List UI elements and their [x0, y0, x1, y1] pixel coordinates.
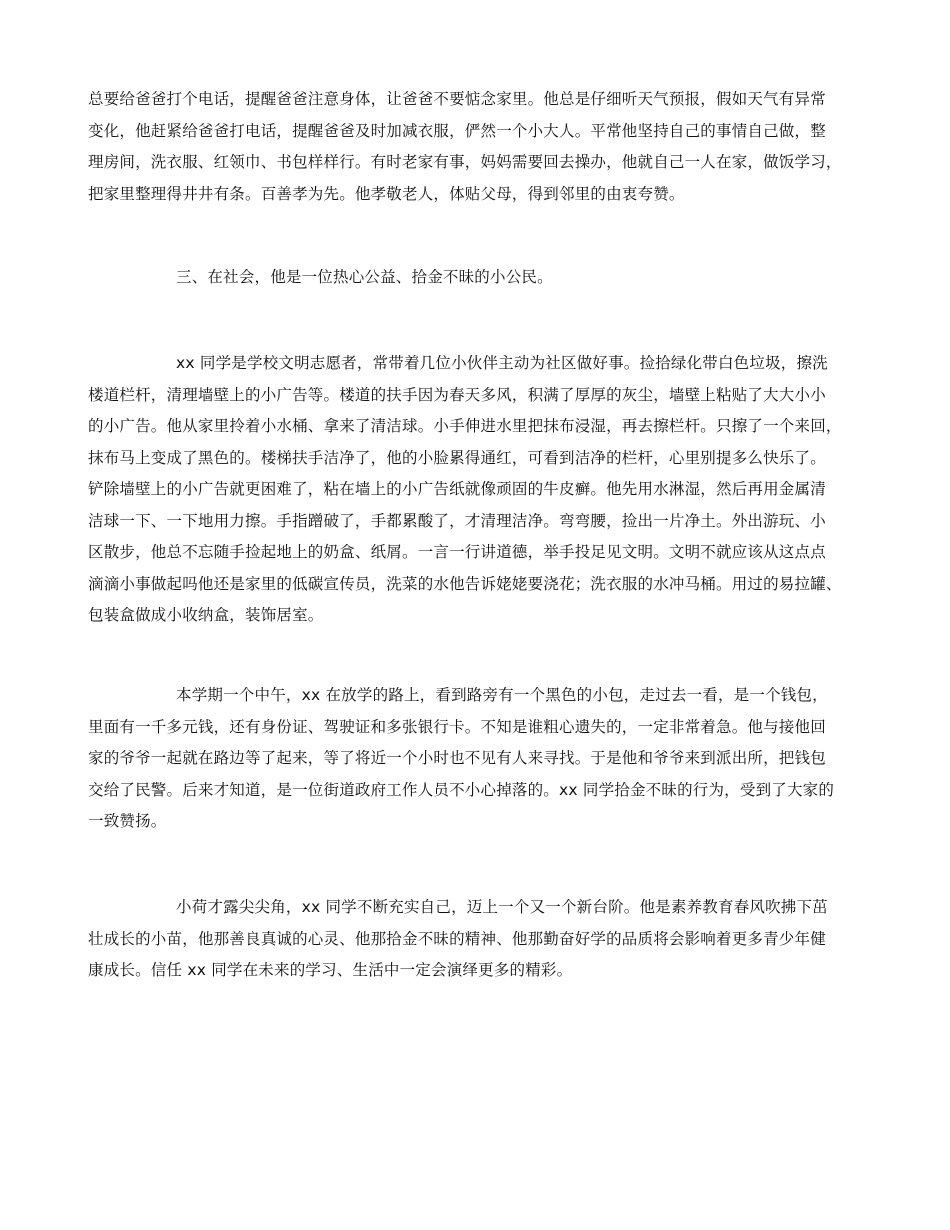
- paragraph-filial-piety: [88, 84, 868, 210]
- paragraph-line: 把家里整理得井井有条。百善孝为先。他孝敬老人，体贴父母，得到邻里的由衷夸赞。: [88, 184, 685, 203]
- paragraph-line: xx 同学是学校文明志愿者，常带着几位小伙伴主动为社区做好事。捡拾绿化带白色垃圾，擦洗: [176, 354, 828, 372]
- paragraph-line: 交给了民警。后来才知道，是一位街道政府工作人员不小心掉落的。xx 同学拾金不昧的行为，受到了大家的: [88, 780, 835, 799]
- paragraph-line: 滴滴小事做起吗他还是家里的低碳宣传员，洗菜的水他告诉姥姥要浇花；洗衣服的水冲马桶。用过的易拉罐、: [88, 574, 842, 593]
- paragraph-line: 抹布马上变成了黑色的。楼梯扶手洁净了，他的小脸累得通红，可看到洁净的栏杆，心里别提多么快乐了。: [88, 448, 826, 467]
- paragraph-line: 包装盒做成小收纳盒，装饰居室。: [88, 606, 324, 624]
- paragraph-line: 理房间，洗衣服、红领巾、书包样样行。有时老家有事，妈妈需要回去操办，他就自己一人在家，做饭学习，: [88, 153, 842, 171]
- paragraph-line: 洁球一下、一下地用力擦。手指蹭破了，手都累酸了，才清理洁净。弯弯腰，捡出一片净土。外出游玩、小: [88, 511, 826, 530]
- section-heading-text: 三、在社会，他是一位热心公益、拾金不昧的小公民。: [176, 268, 553, 286]
- paragraph-line: 变化，他赶紧给爸爸打电话，提醒爸爸及时加减衣服，俨然一个小大人。平常他坚持自己的事情自己做，整: [88, 121, 826, 140]
- paragraph-line: 家的爷爷一起就在路边等了起来，等了将近一个小时也不见有人来寻找。于是他和爷爷来到派出所，把钱包: [88, 749, 826, 767]
- paragraph-line: 里面有一千多元钱，还有身份证、驾驶证和多张银行卡。不知是谁粗心遗失的，一定非常着急。他与接他回: [88, 717, 826, 736]
- paragraph-wallet: [88, 680, 868, 838]
- paragraph-line: 壮成长的小苗，他那善良真诚的心灵、他那拾金不昧的精神、他那勤奋好学的品质将会影响着更多青少年健: [88, 929, 826, 948]
- paragraph-line: 楼道栏杆，清理墙壁上的小广告等。楼道的扶手因为春天多风，积满了厚厚的灰尘，墙壁上粘贴了大大小小: [88, 385, 826, 404]
- paragraph-conclusion: [88, 892, 868, 987]
- paragraph-line: 小荷才露尖尖角，xx 同学不断充实自己，迈上一个又一个新台阶。他是素养教育春风吹拂下茁: [176, 898, 828, 916]
- paragraph-line: 的小广告。他从家里拎着小水桶、拿来了清洁球。小手伸进水里把抹布浸湿，再去擦栏杆。只擦了一个来回，: [88, 417, 842, 435]
- paragraph-line: 铲除墙壁上的小广告就更困难了，粘在墙上的小广告纸就像顽固的牛皮癣。他先用水淋湿，然后再用金属清: [88, 480, 826, 498]
- section-heading-3: [88, 262, 868, 294]
- paragraph-line: 总要给爸爸打个电话，提醒爸爸注意身体，让爸爸不要惦念家里。他总是仔细听天气预报，假如天气有异常: [88, 90, 826, 108]
- paragraph-volunteer: [88, 348, 868, 632]
- paragraph-line: 一致赞扬。: [88, 812, 167, 830]
- paragraph-line: 康成长。信任 xx 同学在未来的学习、生活中一定会演绎更多的精彩。: [88, 961, 573, 979]
- paragraph-line: 本学期一个中午，xx 在放学的路上，看到路旁有一个黑色的小包，走过去一看，是一个钱包，: [176, 686, 828, 704]
- paragraph-line: 区散步，他总不忘随手捡起地上的奶盒、纸屑。一言一行讲道德，举手投足见文明。文明不就应该从这点点: [88, 543, 826, 561]
